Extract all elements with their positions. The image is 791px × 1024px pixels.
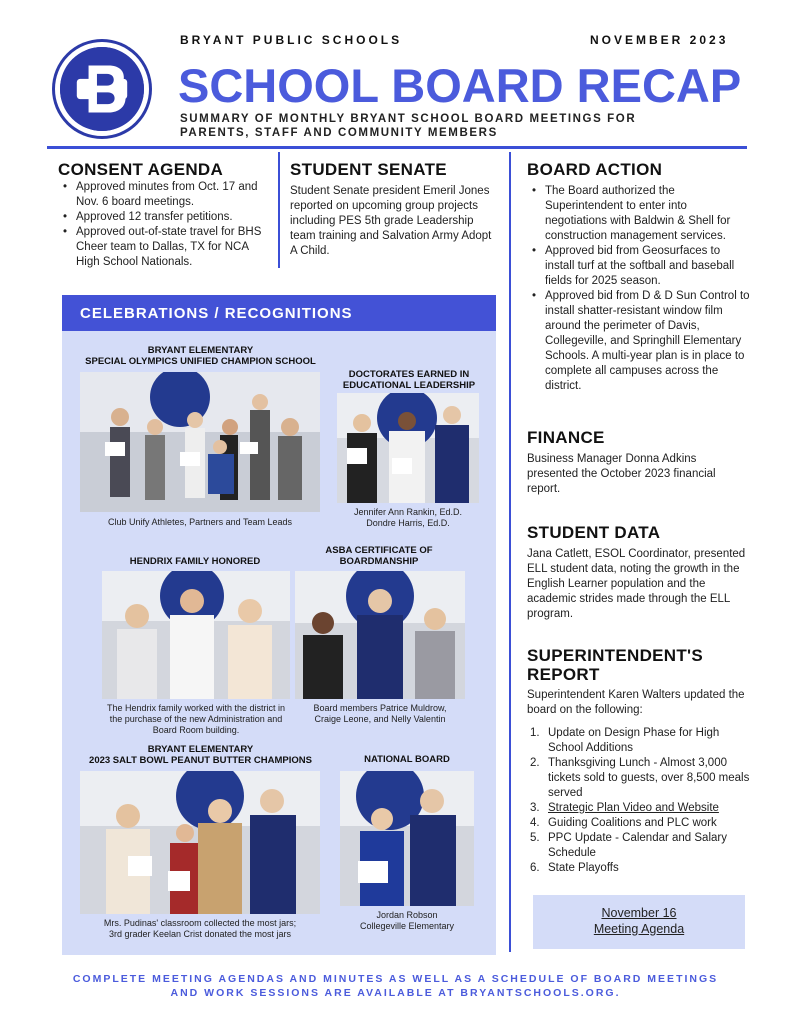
recognition-caption: Club Unify Athletes, Partners and Team Leads bbox=[108, 517, 292, 527]
recognition-caption: Jennifer Ann Rankin, Ed.D. Dondre Harris, Ed.D. bbox=[353, 507, 463, 528]
national-board-photo bbox=[340, 771, 474, 906]
list-item[interactable]: 3. Strategic Plan Video and Website bbox=[530, 802, 719, 814]
student-data-heading: STUDENT DATA bbox=[527, 523, 661, 542]
student-senate-text: Student Senate president Emeril Jones reported on upcoming group projects including PES 5th grade Leadership team training and Salvation Army Adopt A Child. bbox=[290, 185, 492, 257]
student-senate-heading: STUDENT SENATE bbox=[290, 160, 447, 179]
footer-note: COMPLETE MEETING AGENDAS AND MINUTES AS WELL AS A SCHEDULE OF BOARD MEETINGS AND WORK SESSIONS ARE AVAILABLE AT BRYANTSCHOOLS.ORG. bbox=[72, 973, 719, 999]
page-title: SCHOOL BOARD RECAP bbox=[178, 59, 742, 112]
recognition-title: HENDRIX FAMILY HONORED bbox=[129, 556, 261, 567]
recognition-title: DOCTORATES EARNED IN EDUCATIONAL LEADERSHIP bbox=[342, 369, 476, 391]
recognition-title: BRYANT ELEMENTARY SPECIAL OLYMPICS UNIFIED CHAMPION SCHOOL bbox=[85, 345, 316, 367]
recognition-title: ASBA CERTIFICATE OF BOARDMANSHIP bbox=[325, 545, 433, 567]
recognition-caption: Jordan Robson Collegeville Elementary bbox=[359, 910, 455, 931]
list-item: • Approved out-of-state travel for BHS Cheer team to Dallas, TX for NCA High School Nationals. bbox=[60, 225, 272, 270]
recognition-caption: Board members Patrice Muldrow, Craige Leone, and Nelly Valentin bbox=[313, 703, 447, 724]
asba-certificate-photo bbox=[295, 571, 465, 699]
recognition-caption: The Hendrix family worked with the district in the purchase of the new Administration and Board Room building. bbox=[106, 703, 286, 735]
hendrix-family-photo bbox=[102, 571, 290, 699]
list-item: 1. Update on Design Phase for High School Additions bbox=[530, 727, 720, 754]
strategic-plan-link[interactable]: Strategic Plan Video and Website bbox=[548, 802, 719, 814]
consent-agenda-heading: CONSENT AGENDA bbox=[58, 160, 224, 179]
superintendent-report-heading: SUPERINTENDENT'S REPORT bbox=[527, 646, 704, 684]
bryant-b-logo-icon bbox=[55, 42, 149, 136]
student-data-text: Jana Catlett, ESOL Coordinator, presented ELL student data, noting the growth in the English Learner population and the academic strides made through the ELL program. bbox=[527, 548, 746, 620]
finance-text: Business Manager Donna Adkins presented the October 2023 financial report. bbox=[527, 453, 716, 495]
recognition-title: NATIONAL BOARD bbox=[364, 754, 450, 765]
celebrations-heading: CELEBRATIONS / RECOGNITIONS bbox=[80, 305, 353, 322]
issue-date: NOVEMBER 2023 bbox=[590, 33, 729, 47]
column-divider bbox=[278, 152, 280, 268]
list-item: • Approved 12 transfer petitions. bbox=[60, 210, 272, 225]
list-item: • Approved minutes from Oct. 17 and Nov. 6 board meetings. bbox=[60, 180, 272, 210]
list-item: • Approved bid from D & D Sun Control to install shatter-resistant window film around the perimeter of Davis, Collegeville, and Springhill Elementary Schools. A multi-year plan is in place to complete all campuses across the district. bbox=[529, 289, 751, 394]
header-divider bbox=[47, 146, 747, 149]
special-olympics-photo bbox=[80, 372, 320, 512]
recognition-title: BRYANT ELEMENTARY 2023 SALT BOWL PEANUT BUTTER CHAMPIONS bbox=[89, 744, 312, 766]
board-action-heading: BOARD ACTION bbox=[527, 160, 663, 179]
superintendent-intro: Superintendent Karen Walters updated the board on the following: bbox=[527, 689, 745, 716]
salt-bowl-photo bbox=[80, 771, 320, 914]
meeting-agenda-link[interactable]: November 16 Meeting Agenda bbox=[593, 906, 685, 936]
list-item: • Approved bid from Geosurfaces to install turf at the softball and baseball fields for 2025 season. bbox=[529, 244, 751, 289]
list-item: 4. Guiding Coalitions and PLC work bbox=[530, 817, 717, 829]
finance-heading: FINANCE bbox=[527, 428, 605, 447]
district-name: BRYANT PUBLIC SCHOOLS bbox=[180, 33, 403, 47]
list-item: • The Board authorized the Superintendent to enter into negotiations with Baldwin & Shell for construction management services. bbox=[529, 184, 751, 244]
doctorates-photo bbox=[337, 393, 479, 503]
consent-agenda-list bbox=[60, 180, 272, 270]
page-subtitle: SUMMARY OF MONTHLY BRYANT SCHOOL BOARD MEETINGS FOR PARENTS, STAFF AND COMMUNITY MEMBERS bbox=[180, 113, 637, 139]
superintendent-list bbox=[530, 726, 752, 876]
column-divider bbox=[509, 152, 511, 952]
recognition-caption: Mrs. Pudinas' classroom collected the most jars; 3rd grader Keelan Crist donated the most jars bbox=[103, 918, 297, 939]
list-item: 5. PPC Update - Calendar and Salary Schedule bbox=[530, 832, 727, 859]
board-action-list bbox=[529, 184, 751, 394]
list-item: 6. State Playoffs bbox=[530, 862, 619, 874]
list-item: 2. Thanksgiving Lunch - Almost 3,000 tickets sold to guests, over 8,500 meals served bbox=[530, 757, 750, 799]
